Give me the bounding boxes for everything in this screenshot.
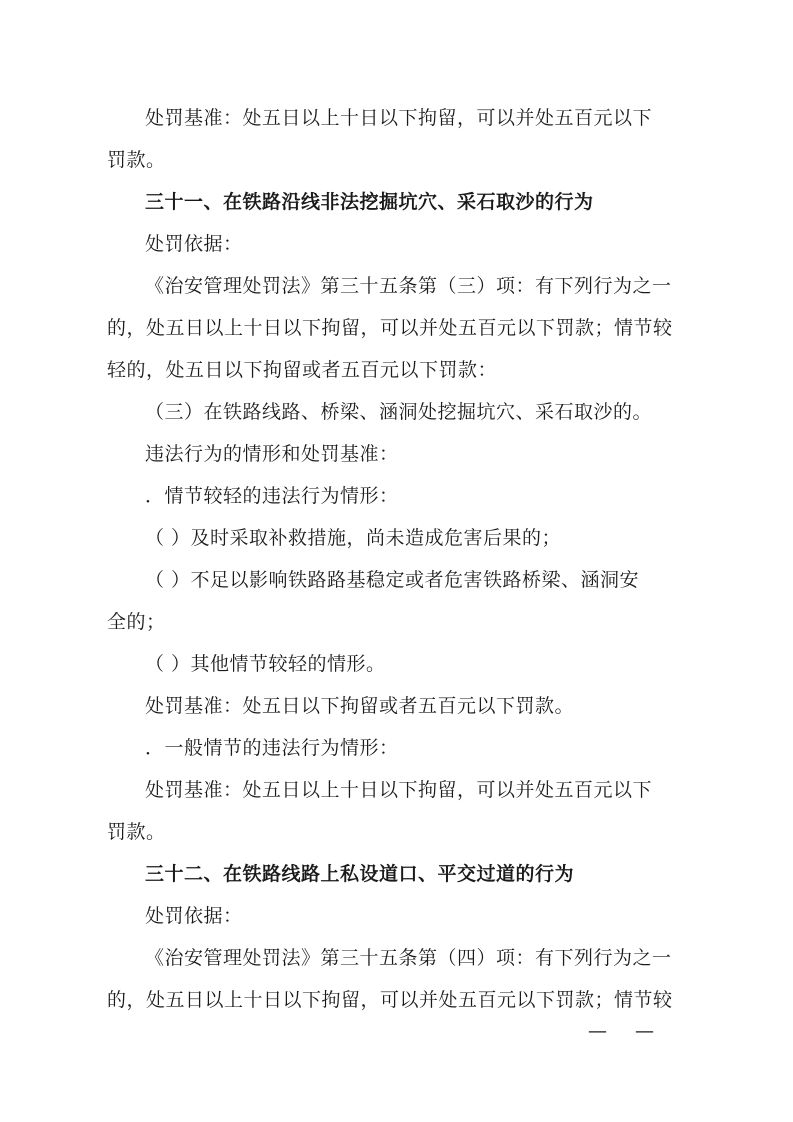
text-line: （ ）及时采取补救措施，尚未造成危害后果的； (145, 527, 562, 549)
text-line: （三）在铁路线路、桥梁、涵洞处挖掘坑穴、采石取沙的。 (145, 401, 653, 423)
text-line: （ ）不足以影响铁路路基稳定或者危害铁路桥梁、涵洞安 (145, 569, 640, 591)
text-line: ．一般情节的违法行为情形： (145, 737, 399, 759)
text-line: 的，处五日以上十日以下拘留，可以并处五百元以下罚款；情节较 (107, 317, 673, 339)
text-line: 罚款。 (107, 821, 166, 843)
section-heading: 三十二、在铁路线路上私设道口、平交过道的行为 (145, 863, 575, 885)
text-line: 处罚基准：处五日以上十日以下拘留，可以并处五百元以下 (145, 779, 653, 801)
text-line: 轻的，处五日以下拘留或者五百元以下罚款： (107, 359, 498, 381)
text-line: 处罚依据： (145, 905, 243, 927)
text-line: 罚款。 (107, 149, 166, 171)
text-line: 处罚依据： (145, 233, 243, 255)
section-heading: 三十一、在铁路沿线非法挖掘坑穴、采石取沙的行为 (145, 191, 594, 213)
page-number: —— (588, 1020, 682, 1042)
text-line: 的，处五日以上十日以下拘留，可以并处五百元以下罚款；情节较 (107, 989, 673, 1011)
text-line: ．情节较轻的违法行为情形： (145, 485, 399, 507)
text-line: 处罚基准：处五日以上十日以下拘留，可以并处五百元以下 (145, 107, 653, 129)
text-line: 全的； (107, 611, 166, 633)
text-line: （ ）其他情节较轻的情形。 (145, 653, 386, 675)
text-line: 《治安管理处罚法》第三十五条第（三）项：有下列行为之一 (145, 275, 672, 297)
text-line: 违法行为的情形和处罚基准： (145, 443, 399, 465)
text-line: 《治安管理处罚法》第三十五条第（四）项：有下列行为之一 (145, 947, 672, 969)
text-line: 处罚基准：处五日以下拘留或者五百元以下罚款。 (145, 695, 575, 717)
